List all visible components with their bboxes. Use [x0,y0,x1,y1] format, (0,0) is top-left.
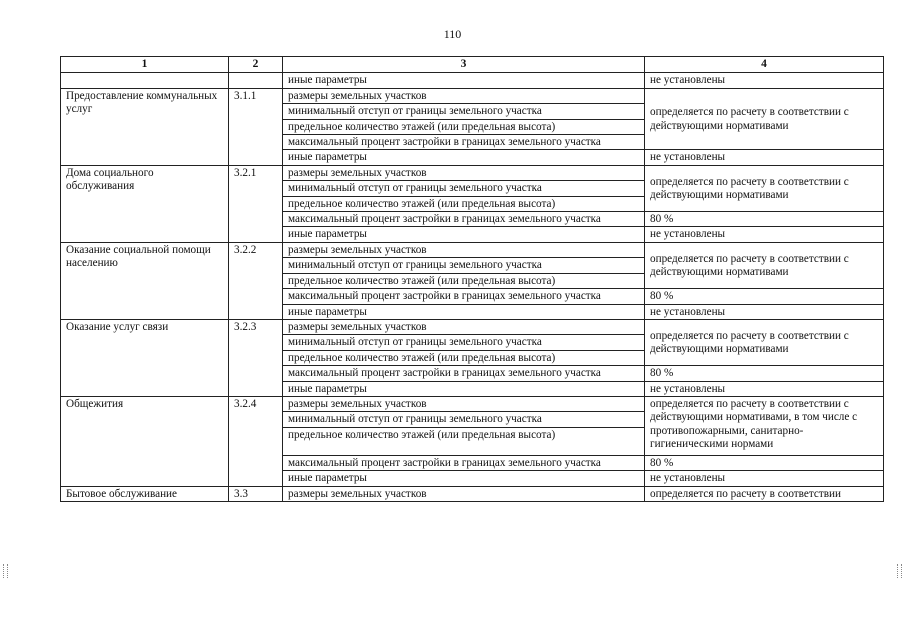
use-type-code: 3.2.1 [229,165,283,242]
parameter-name: иные параметры [283,227,645,242]
parameter-value: определяется по расчету в соответствии с действующими нормативами, в том числе с противопожарными, санитарно-гигиеническими нормами [645,396,884,455]
use-type-code: 3.1.1 [229,88,283,165]
use-type-code: 3.2.3 [229,319,283,396]
parameter-value: не установлены [645,381,884,396]
parameter-name: размеры земельных участков [283,319,645,334]
use-type-name: Оказание социальной помощи населению [61,242,229,319]
parameter-name: максимальный процент застройки в границах земельного участка [283,135,645,150]
table-row [61,242,884,257]
parameter-name: предельное количество этажей (или предельная высота) [283,273,645,288]
parameter-value: определяется по расчету в соответствии [645,486,884,501]
parameter-value: определяется по расчету в соответствии с действующими нормативами [645,319,884,365]
use-type-code: 3.2.4 [229,396,283,486]
page-number: 110 [443,27,462,41]
column-header-3: 3 [283,57,645,73]
parameter-name: предельное количество этажей (или предельная высота) [283,350,645,365]
column-header-4: 4 [645,57,884,73]
zoning-parameters-table [60,56,884,502]
parameter-value: не установлены [645,471,884,486]
table-row [61,88,884,103]
right-edge-mark [897,564,902,578]
table-row [61,319,884,334]
parameter-value: 80 % [645,366,884,381]
parameter-name: минимальный отступ от границы земельного участка [283,258,645,273]
parameter-name: предельное количество этажей (или предельная высота) [283,196,645,211]
use-type-code: 3.2.2 [229,242,283,319]
parameter-name: иные параметры [283,150,645,165]
use-type-name: Предоставление коммунальных услуг [61,88,229,165]
parameter-name: размеры земельных участков [283,165,645,180]
parameter-name: предельное количество этажей (или предельная высота) [283,119,645,134]
parameter-value: определяется по расчету в соответствии с действующими нормативами [645,242,884,288]
column-header-1: 1 [61,57,229,73]
left-edge-mark [3,564,8,578]
table-row [61,396,884,411]
parameter-value: 80 % [645,289,884,304]
parameter-value: не установлены [645,304,884,319]
table-header-row [61,57,884,73]
parameter-name: иные параметры [283,304,645,319]
parameter-name: минимальный отступ от границы земельного участка [283,412,645,427]
parameter-name: максимальный процент застройки в границах земельного участка [283,366,645,381]
parameter-value: 80 % [645,455,884,470]
parameter-name: иные параметры [283,471,645,486]
use-type-name: Бытовое обслуживание [61,486,229,501]
use-type-code: 3.3 [229,486,283,501]
parameter-name: предельное количество этажей (или предельная высота) [283,427,645,455]
use-type-name: Оказание услуг связи [61,319,229,396]
parameter-name: минимальный отступ от границы земельного участка [283,181,645,196]
parameter-value: не установлены [645,150,884,165]
use-type-name: Общежития [61,396,229,486]
parameter-value: не установлены [645,73,884,88]
parameter-name: минимальный отступ от границы земельного участка [283,104,645,119]
table-cell-empty [61,73,229,88]
parameter-value: определяется по расчету в соответствии с действующими нормативами [645,88,884,150]
parameter-name: иные параметры [283,73,645,88]
parameter-name: максимальный процент застройки в границах земельного участка [283,289,645,304]
parameter-name: максимальный процент застройки в границах земельного участка [283,212,645,227]
table-cell-empty [229,73,283,88]
parameter-value: определяется по расчету в соответствии с действующими нормативами [645,165,884,211]
parameter-name: максимальный процент застройки в границах земельного участка [283,455,645,470]
use-type-name: Дома социального обслуживания [61,165,229,242]
parameter-name: минимальный отступ от границы земельного участка [283,335,645,350]
parameter-value: не установлены [645,227,884,242]
parameter-name: размеры земельных участков [283,486,645,501]
parameter-name: размеры земельных участков [283,242,645,257]
parameter-name: размеры земельных участков [283,396,645,411]
parameter-value: 80 % [645,212,884,227]
parameter-name: иные параметры [283,381,645,396]
table-row [61,73,884,88]
parameter-name: размеры земельных участков [283,88,645,103]
table-row [61,165,884,180]
table-row [61,486,884,501]
column-header-2: 2 [229,57,283,73]
